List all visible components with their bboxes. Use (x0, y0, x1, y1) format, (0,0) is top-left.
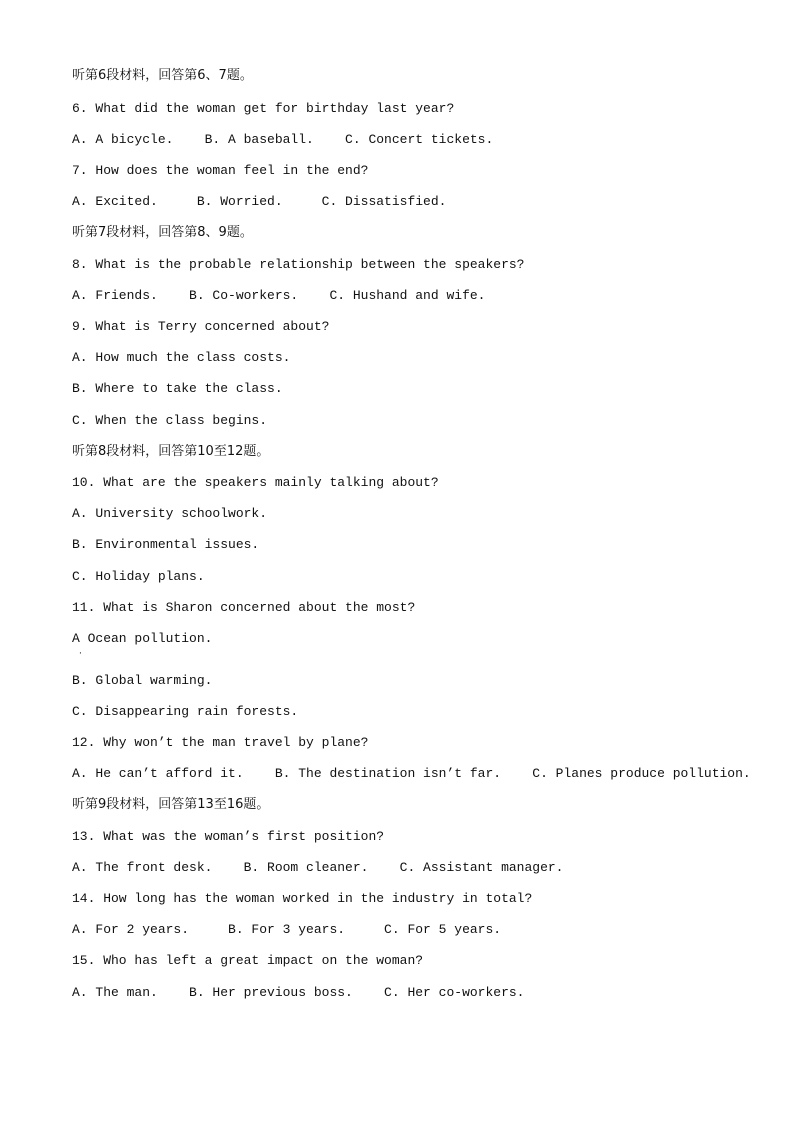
question-12: 12. Why won’t the man travel by plane? (72, 735, 369, 750)
options-7: A. Excited. B. Worried. C. Dissatisfied. (72, 194, 447, 209)
question-8: 8. What is the probable relationship between the speakers? (72, 257, 525, 272)
question-9: 9. What is Terry concerned about? (72, 319, 330, 334)
option-10a: A. University schoolwork. (72, 506, 268, 521)
options-12: A. He can’t afford it. B. The destination isn’t far. C. Planes produce pollution. (72, 766, 751, 781)
question-15: 15. Who has left a great impact on the woman? (72, 953, 424, 968)
option-11c: C. Disappearing rain forests. (72, 704, 299, 719)
section-heading-7: 听第7段材料，回答第8、9题。 (72, 225, 253, 240)
question-14: 14. How long has the woman worked in the industry in total? (72, 891, 533, 906)
option-10c: C. Holiday plans. (72, 569, 205, 584)
option-10b: B. Environmental issues. (72, 537, 260, 552)
option-11b: B. Global warming. (72, 673, 213, 688)
question-10: 10. What are the speakers mainly talking about? (72, 475, 439, 490)
options-14: A. For 2 years. B. For 3 years. C. For 5 years. (72, 922, 502, 937)
question-7: 7. How does the woman feel in the end? (72, 163, 369, 178)
section-heading-8: 听第8段材料，回答第10至12题。 (72, 444, 270, 459)
options-8: A. Friends. B. Co-workers. C. Hushand and wife. (72, 288, 486, 303)
stray-mark: · (78, 649, 83, 658)
question-11: 11. What is Sharon concerned about the most? (72, 600, 416, 615)
options-15: A. The man. B. Her previous boss. C. Her co-workers. (72, 985, 525, 1000)
question-6: 6. What did the woman get for birthday last year? (72, 101, 455, 116)
options-6: A. A bicycle. B. A baseball. C. Concert tickets. (72, 132, 494, 147)
question-13: 13. What was the woman’s first position? (72, 829, 385, 844)
section-heading-9: 听第9段材料，回答第13至16题。 (72, 797, 270, 812)
option-11a: A Ocean pollution. (72, 631, 213, 646)
section-heading-6: 听第6段材料，回答第6、7题。 (72, 68, 253, 83)
option-9c: C. When the class begins. (72, 413, 268, 428)
option-9b: B. Where to take the class. (72, 381, 283, 396)
option-9a: A. How much the class costs. (72, 350, 291, 365)
options-13: A. The front desk. B. Room cleaner. C. Assistant manager. (72, 860, 564, 875)
